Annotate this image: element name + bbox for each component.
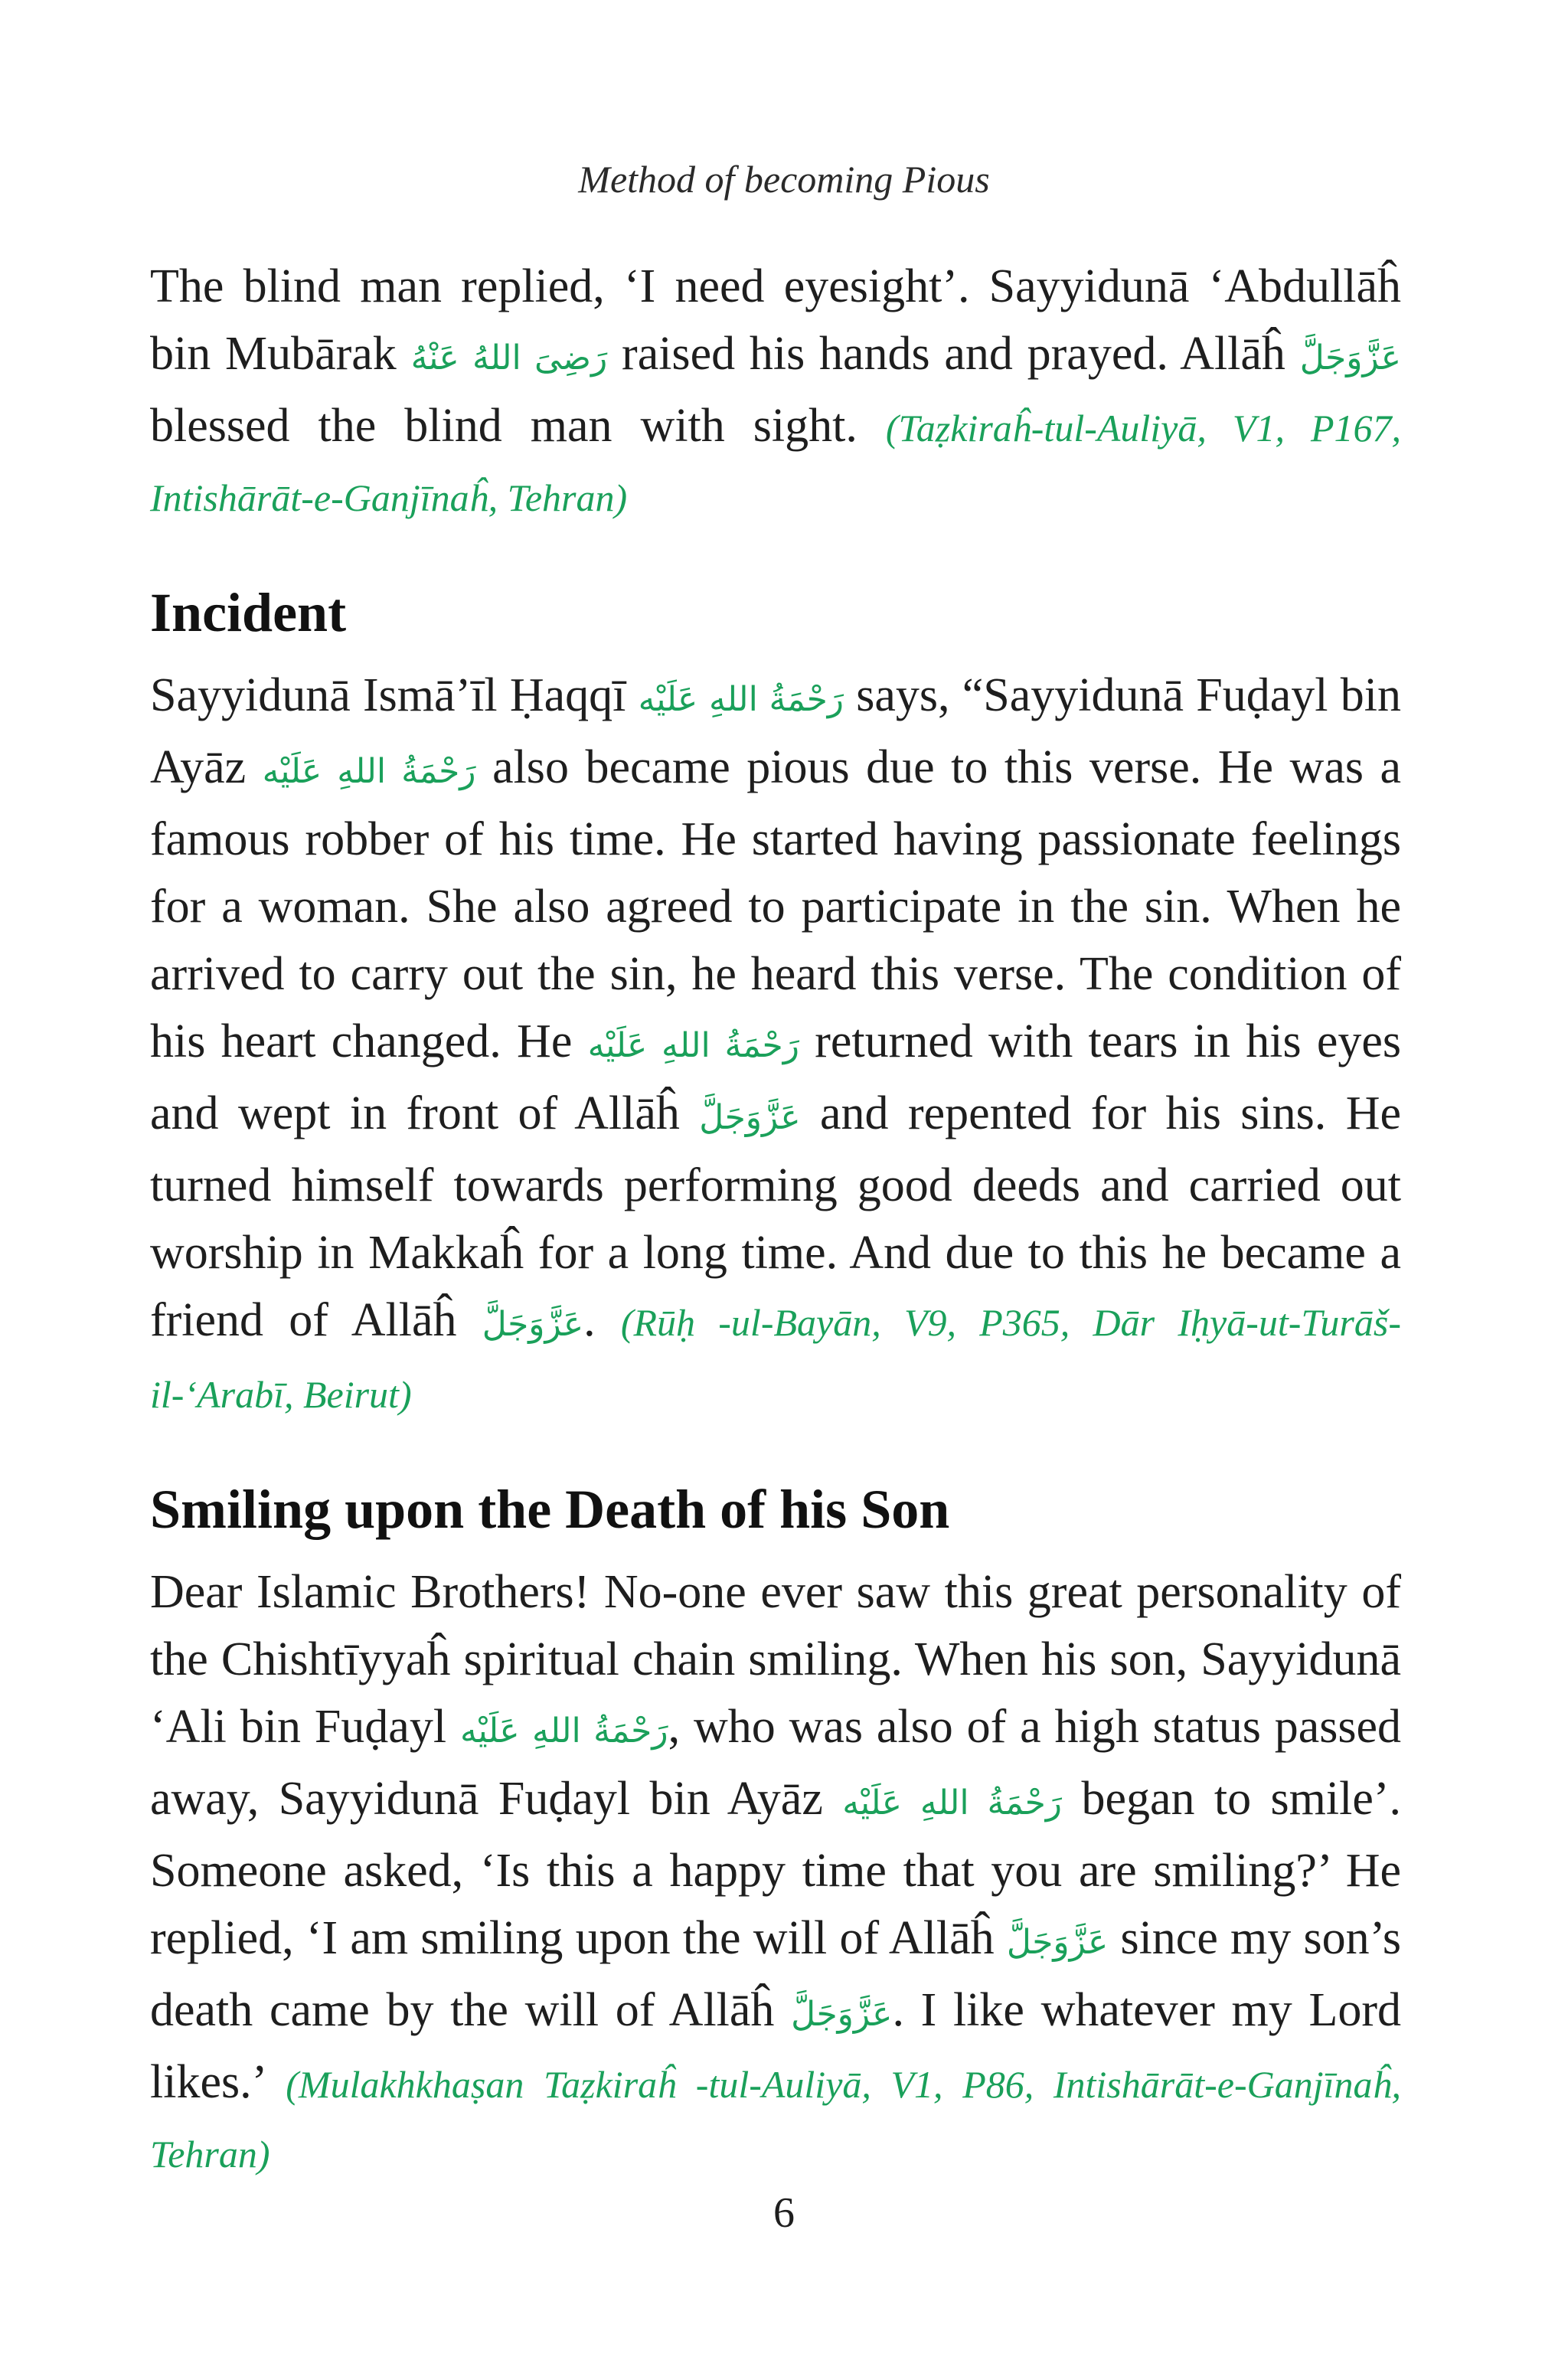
- text-span: since my son’s death came by the will of Allāĥ: [150, 1912, 1401, 2036]
- arabic-honorific: عَزَّوَجَلَّ: [699, 1098, 801, 1137]
- paragraph-smiling: [150, 1558, 1401, 2188]
- arabic-honorific: رَحْمَةُ اللهِ عَلَيْه: [842, 1783, 1063, 1823]
- text-span: Sayyidunā Ismā’īl Ḥaqqī: [150, 669, 639, 721]
- text-span: . I like whatever my Lord likes.’: [150, 1984, 1402, 2108]
- text-span: .: [583, 1294, 621, 1346]
- running-header: Method of becoming Pious: [578, 158, 990, 201]
- citation: (Rūḥ -ul-Bayān, V9, P365, Dār Iḥyā-ut-Turāš-il-‘Arabī, Beirut): [150, 1301, 1401, 1416]
- text-span: Dear Islamic Brothers! No-one ever saw this great personality of the Chishtīyyaĥ spiritual chain smiling. When his son, Sayyidunā ‘Ali bin Fuḍayl: [150, 1566, 1401, 1753]
- citation: (Taẓkiraĥ-tul-Auliyā, V1, P167, Intishārāt-e-Ganjīnaĥ, Tehran): [150, 407, 1402, 519]
- arabic-honorific: رَضِیَ اللهُ عَنْهُ: [410, 338, 608, 378]
- text-span: raised his hands and prayed. Allāĥ: [607, 328, 1300, 380]
- text-span: , who was also of a high status passed away, Sayyidunā Fuḍayl bin Ayāz: [150, 1701, 1402, 1825]
- paragraph-blind-man: [150, 253, 1401, 531]
- arabic-honorific: رَحْمَةُ اللهِ عَلَيْه: [262, 752, 476, 791]
- arabic-honorific: رَحْمَةُ اللهِ عَلَيْه: [459, 1711, 668, 1751]
- section-heading-incident: Incident: [150, 582, 347, 643]
- section-heading-smiling: Smiling upon the Death of his Son: [150, 1479, 950, 1540]
- page-number: 6: [773, 2189, 795, 2237]
- text-span: The blind man replied, ‘I need eyesight’. Sayyidunā ‘Abdullāĥ bin Mubārak: [150, 260, 1401, 380]
- arabic-honorific: رَحْمَةُ اللهِ عَلَيْه: [587, 1026, 799, 1065]
- page-content: [150, 253, 1401, 2188]
- paragraph-incident: [150, 662, 1401, 1428]
- text-span: began to smile’. Someone asked, ‘Is this a happy time that you are smiling?’ He replied, ‘I am smiling upon the will of Allāĥ: [150, 1773, 1402, 1964]
- arabic-honorific: عَزَّوَجَلَّ: [1006, 1923, 1109, 1962]
- text-span: returned with tears in his eyes and wept in front of Allāĥ: [150, 1015, 1401, 1139]
- text-span: also became pious due to this verse. He was a famous robber of his time. He started having passionate feelings for a woman. She also agreed to participate in the sin. When he arrived to carry out the sin, he heard this verse. The condition of his heart changed. He: [150, 741, 1401, 1067]
- text-span: says, “Sayyidunā Fuḍayl bin Ayāz: [150, 669, 1401, 793]
- text-span: and repented for his sins. He turned himself towards performing good deeds and carried out worship in Makkaĥ for a long time. And due to this he became a friend of Allāĥ: [150, 1087, 1401, 1346]
- arabic-honorific: عَزَّوَجَلَّ: [482, 1305, 584, 1344]
- arabic-honorific: عَزَّوَجَلَّ: [791, 1995, 893, 2034]
- arabic-honorific: رَحْمَةُ اللهِ عَلَيْه: [638, 680, 844, 719]
- text-span: blessed the blind man with sight.: [150, 400, 886, 452]
- citation: (Mulakhkhaṣan Taẓkiraĥ -tul-Auliyā, V1, P86, Intishārāt-e-Ganjīnaĥ, Tehran): [150, 2063, 1401, 2176]
- arabic-honorific: عَزَّوَجَلَّ: [1299, 338, 1402, 378]
